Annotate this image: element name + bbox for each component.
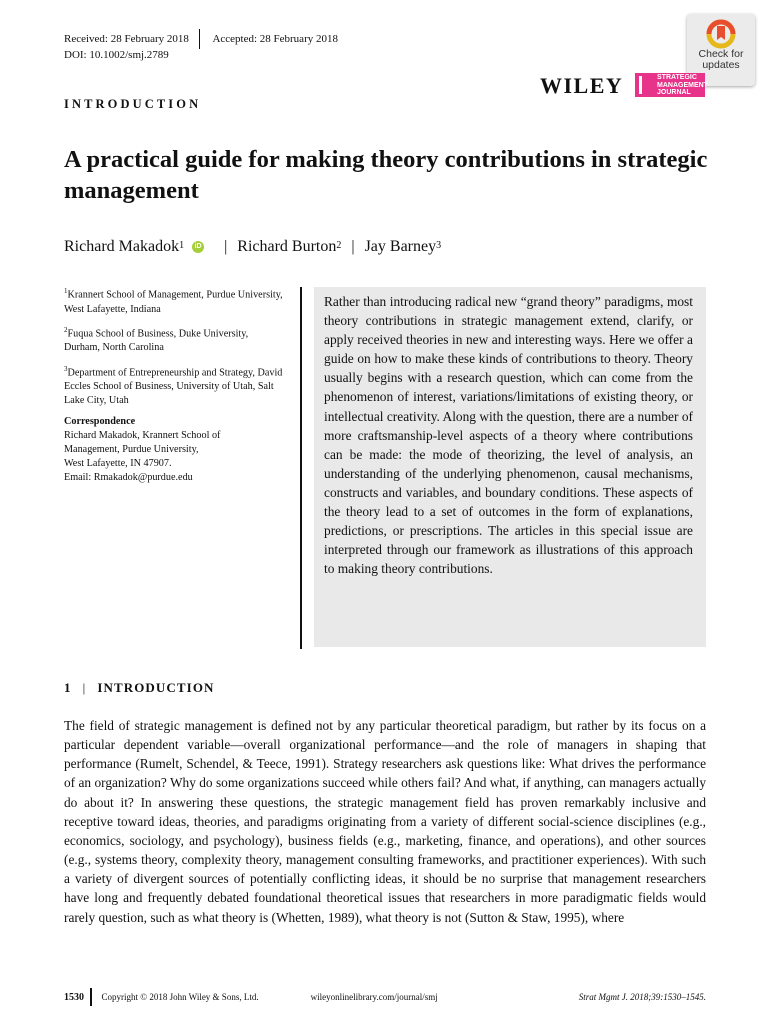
author-separator: | bbox=[351, 238, 355, 255]
orcid-icon[interactable]: iD bbox=[192, 241, 204, 253]
author-separator: | bbox=[224, 238, 228, 255]
correspondence-line: Richard Makadok, Krannert School of bbox=[64, 429, 221, 441]
correspondence-email[interactable]: Email: Rmakadok@purdue.edu bbox=[64, 472, 193, 484]
affiliation-3 bbox=[64, 362, 286, 409]
affiliation-3-sup: 3 bbox=[64, 364, 68, 373]
abstract-rule bbox=[300, 287, 302, 649]
affiliation-2 bbox=[64, 323, 286, 356]
article-dates bbox=[64, 29, 338, 49]
affiliation-2-sup: 2 bbox=[64, 325, 68, 334]
journal-logo bbox=[635, 73, 708, 97]
affiliations bbox=[64, 284, 286, 486]
journal-logo-line1: STRATEGIC bbox=[657, 74, 697, 81]
received-date: Received: 28 February 2018 bbox=[64, 33, 189, 45]
check-updates-line2: updates bbox=[702, 59, 740, 71]
correspondence-heading: Correspondence bbox=[64, 415, 136, 427]
copyright: Copyright © 2018 John Wiley & Sons, Ltd. bbox=[101, 992, 259, 1002]
affiliation-1 bbox=[64, 284, 286, 317]
journal-logo-mark bbox=[639, 76, 656, 94]
author-1[interactable]: Richard Makadok bbox=[64, 238, 180, 255]
accepted-date: Accepted: 28 February 2018 bbox=[212, 33, 338, 45]
author-list bbox=[64, 238, 441, 256]
section-title: INTRODUCTION bbox=[97, 680, 215, 695]
journal-logo-line3: JOURNAL bbox=[657, 89, 691, 96]
journal-logo-line2: MANAGEMENT bbox=[657, 81, 708, 89]
section-separator: | bbox=[82, 680, 87, 695]
footer-divider bbox=[90, 988, 92, 1006]
section-heading bbox=[64, 680, 215, 696]
author-2-sup: 2 bbox=[336, 239, 342, 251]
citation bbox=[579, 992, 706, 1002]
publisher-logo: WILEY bbox=[540, 73, 624, 98]
affiliation-1-sup: 1 bbox=[64, 287, 68, 295]
correspondence-line: West Lafayette, IN 47907. bbox=[64, 458, 172, 470]
article-title: A practical guide for making theory contributions in strategic management bbox=[64, 146, 708, 204]
affiliation-2-text: Fuqua School of Business, Duke University, Durham, North Carolina bbox=[64, 328, 249, 354]
abstract: Rather than introducing radical new “grand theory” paradigms, most theory contributions in strategic management extend, clarify, or apply received theories in new and interesting ways. Here we offer a guide on how to make these kinds of contributions to theory. Theory usually begins with a research question, which can come from the phenomenon of interest, variations/limitations of existing theory, or intellectual creativity. Along with the question, there are a number of more craftsmanship-level aspects of a theory where contributions can be made: the mode of theorizing, the level of analysis, an understanding of the underlying phenomenon, causal mechanisms, constructs and variables, and boundary conditions. These aspects of the theory lead to a set of outcomes in the form of explanations, predictions, or prescriptions. The articles in this special issue are interpreted through our framework as illustrations of this approach to making theory contributions. bbox=[314, 287, 706, 647]
correspondence bbox=[64, 415, 286, 486]
page-number: 1530 bbox=[64, 991, 84, 1003]
author-3[interactable]: Jay Barney bbox=[364, 238, 437, 255]
affiliation-3-text: Department of Entrepreneurship and Strategy, David Eccles School of Business, University of Utah, Salt Lake City, Utah bbox=[64, 366, 283, 407]
page-footer bbox=[64, 988, 706, 1006]
check-updates-icon bbox=[706, 19, 736, 49]
article-type-label: INTRODUCTION bbox=[64, 97, 202, 111]
author-1-sup: 1 bbox=[179, 239, 185, 251]
check-updates-line1: Check for bbox=[698, 48, 744, 60]
section-number: 1 bbox=[64, 680, 72, 695]
body-paragraph: The field of strategic management is defined not by any particular theoretical paradigm, but rather by its focus on a particular dependent variable—overall organizational performance—and the role of managers in shaping that performance (Rumelt, Schendel, & Teece, 1991). Strategy researchers ask questions like: What drives the performance of an organization? Why do some organizations succeed while others fail? And what, if anything, can managers actually do about it? In answering these questions, the strategic management field has proven remarkably inclusive and receptive toward ideas, theories, and paradigms originating from a variety of different social-science disciplines (e.g., economics, sociology, and psychology), business fields (e.g., marketing, finance, and operations), and other sources (e.g., systems theory, complexity theory, management consulting frameworks, and practitioner experiences). With such a variety of divergent sources of potentially conflicting ideas, it should be no surprise that management researchers have long and frequently debated foundational theoretical issues that researchers in more paradigmatic fields would rarely question, such as what theory is (Whetten, 1989), what theory is not (Sutton & Staw, 1995), where bbox=[64, 718, 706, 925]
author-3-sup: 3 bbox=[436, 239, 442, 251]
affiliation-1-text: Krannert School of Management, Purdue University, West Lafayette, Indiana bbox=[64, 289, 283, 315]
author-2[interactable]: Richard Burton bbox=[237, 238, 337, 255]
journal-url[interactable]: wileyonlinelibrary.com/journal/smj bbox=[310, 992, 438, 1002]
citation-text: Strat Mgmt J. 2018;39:1530–1545. bbox=[578, 992, 706, 1002]
divider bbox=[199, 29, 201, 49]
correspondence-line: Management, Purdue University, bbox=[64, 444, 199, 455]
doi[interactable]: DOI: 10.1002/smj.2789 bbox=[64, 49, 169, 61]
